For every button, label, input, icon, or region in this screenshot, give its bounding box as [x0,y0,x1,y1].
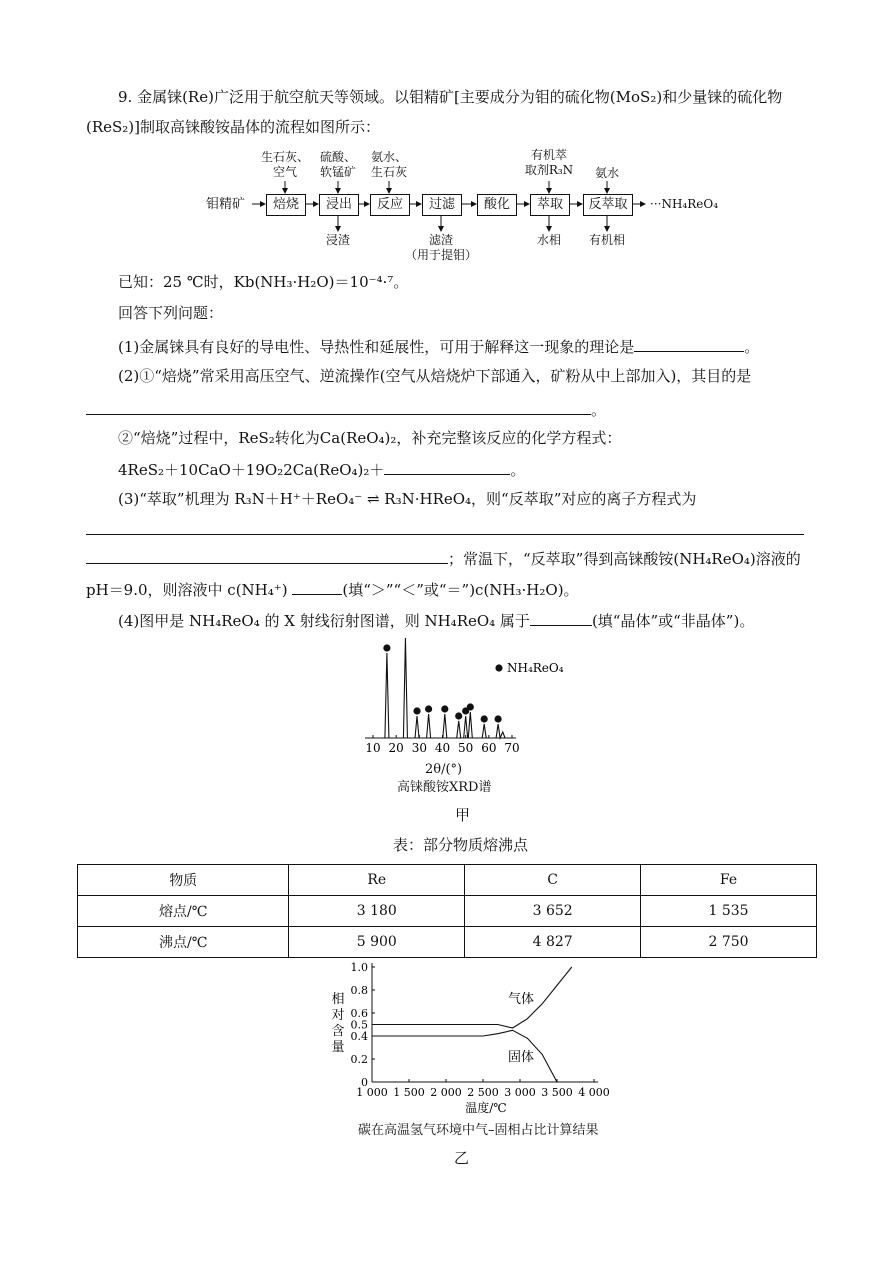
q2-1-text: (2)①“焙烧”常采用高压空气、逆流操作(空气从焙烧炉下部通入，矿粉从中上部加入)，其目的是 [118,367,752,385]
step-roast: 焙烧 [266,194,306,216]
q3-text-2: ；常温下，“反萃取”得到高铼酸铵(NH₄ReO₄)溶液的 [86,547,801,569]
xrd-pattern-line [380,638,505,738]
xrd-peak-marker [455,712,462,719]
phase-x-tick-label: 2 000 [430,1086,462,1099]
step-react: 反应 [370,194,410,216]
q3-text-3: pH＝9.0，则溶液中 c(NH₄⁺) (填“＞”“＜”或“＝”)c(NH₃·H₂O)。 [86,578,579,600]
xrd-tick-label: 70 [504,741,520,755]
xrd-tick-label: 60 [481,741,497,755]
xrd-peak-marker [481,715,488,722]
solid-series-label: 固体 [508,1050,535,1065]
xrd-tick-label: 40 [434,741,451,755]
phase-xlabel: 温度/℃ [465,1101,507,1115]
q2-1-answer-line: 。 [86,398,606,420]
phase-ylabel-char: 相 [331,992,345,1007]
intro-line-2: (ReS₂)]制取高铼酸铵晶体的流程如图所示： [86,118,381,136]
q3-answer-blank-2[interactable] [86,547,448,564]
table-row [78,927,817,958]
q2-equation: 4ReS₂＋10CaO＋19O₂2Ca(ReO₄)₂＋ 。 [118,458,525,480]
flow-end-label: ···NH₄ReO₄ [650,197,719,211]
process-flow-diagram [0,0,893,270]
xrd-legend-marker [495,664,502,671]
phase-x-tick-label: 3 000 [504,1086,536,1099]
melting-boiling-table [77,864,817,958]
xrd-peak-marker [467,703,474,710]
xrd-tick-label: 10 [365,741,381,755]
q3-answer-line-1[interactable] [86,534,804,535]
step-filter: 过滤 [422,194,462,216]
phase-ylabel-char: 量 [331,1040,345,1055]
table-cell: 4 827 [465,927,641,958]
phase-y-tick-label: 0.4 [350,1030,368,1043]
table-cell: 1 535 [641,896,817,927]
step-strip: 反萃取 [583,194,633,216]
phase-ylabel-char: 对 [331,1008,345,1023]
xrd-legend-label: NH₄ReO₄ [507,661,564,675]
q3-compare-blank[interactable] [292,578,342,595]
table-header: Re [289,865,465,896]
q4-text: (4)图甲是 NH₄ReO₄ 的 X 射线衍射图谱，则 NH₄ReO₄ 属于 (填“晶体”或“非晶体”)。 [118,609,754,631]
xrd-tick-label: 20 [388,741,404,755]
q4-answer-blank[interactable] [530,609,592,626]
q3-text-1: (3)“萃取”机理为 R₃N＋H⁺＋ReO₄⁻ ⇌ R₃N·HReO₄，则“反萃取”对应的离子方程式为 [118,490,697,508]
table-header: Fe [641,865,817,896]
xrd-title: 高铼酸铵XRD谱 [397,780,492,795]
table-caption: 表：部分物质熔沸点 [393,836,529,854]
table-cell: 5 900 [289,927,465,958]
gas-series-label: 气体 [508,992,535,1007]
phase-y-tick-label: 0.8 [350,984,368,997]
input-roast: 生石灰、 空气 [260,150,309,179]
step-leach: 浸出 [319,194,359,216]
q1-text: (1)金属铼具有良好的导电性、导热性和延展性，可用于解释这一现象的理论是 。 [118,335,759,357]
table-cell: 沸点/℃ [78,927,289,958]
step-acidify: 酸化 [477,194,517,216]
input-strip: 氨水 [594,166,619,180]
output-strip: 有机相 [588,233,625,247]
xrd-figure-label: 甲 [455,806,471,824]
gas-series-line [372,967,572,1028]
table-header: C [465,865,641,896]
phase-x-tick-label: 1 500 [393,1086,425,1099]
output-filter: 滤渣 （用于提钼） [404,233,477,262]
answer-prompt: 回答下列问题： [118,304,224,322]
flow-arrows [0,0,893,270]
flow-start-label: 钼精矿 [206,197,246,212]
xrd-peak-marker [441,705,448,712]
xrd-tick-label: 50 [458,741,474,755]
phase-x-tick-label: 4 000 [578,1086,610,1099]
phase-x-tick-label: 3 500 [541,1086,573,1099]
phase-y-tick-label: 1.0 [350,961,368,974]
xrd-xlabel: 2θ/(°) [425,762,463,777]
table-header-row [78,865,817,896]
phase-title: 碳在高温氢气环境中气–固相占比计算结果 [358,1123,599,1138]
q2-2-answer-blank[interactable] [384,458,510,475]
q2-1-answer-blank[interactable] [86,398,591,415]
phase-y-tick-label: 0.6 [350,1007,368,1020]
step-extract: 萃取 [530,194,570,216]
intro-line-1: 9. 金属铼(Re)广泛用于航空航天等领域。以钼精矿[主要成分为钼的硫化物(MoS₂)和少量铼的硫化物 [118,88,783,106]
output-leach: 浸渣 [325,233,350,247]
known-condition: 已知：25 ℃时，Kb(NH₃·H₂O)＝10⁻⁴·⁷。 [118,273,409,291]
input-react: 氨水、 生石灰 [370,150,407,179]
q1-answer-blank[interactable] [634,335,744,352]
phase-figure-label: 乙 [454,1149,470,1167]
table-cell: 熔点/℃ [78,896,289,927]
phase-y-tick-label: 0 [361,1076,368,1089]
xrd-peak-marker [495,715,502,722]
phase-y-tick-label: 0.2 [350,1053,368,1066]
xrd-tick-label: 30 [411,741,427,755]
phase-x-tick-label: 2 500 [467,1086,499,1099]
q2-2-text: ②“焙烧”过程中，ReS₂转化为Ca(ReO₄)₂，补充完整该反应的化学方程式： [118,429,622,447]
phase-y-tick-label: 0.5 [350,1018,368,1032]
input-leach: 硫酸、 软锰矿 [319,150,356,179]
xrd-peak-marker [413,707,420,714]
phase-ylabel-char: 含 [331,1024,345,1039]
table-cell: 3 180 [289,896,465,927]
xrd-peak-marker [425,705,432,712]
table-row [78,896,817,927]
table-header: 物质 [78,865,289,896]
phase-chart [0,955,893,1135]
table-cell: 2 750 [641,927,817,958]
xrd-peak-marker [383,644,390,651]
phase-x-tick-label: 1 000 [356,1086,388,1099]
input-extract: 有机萃 取剂R₃N [524,148,574,177]
table-cell: 3 652 [465,896,641,927]
output-extract: 水相 [536,233,561,247]
